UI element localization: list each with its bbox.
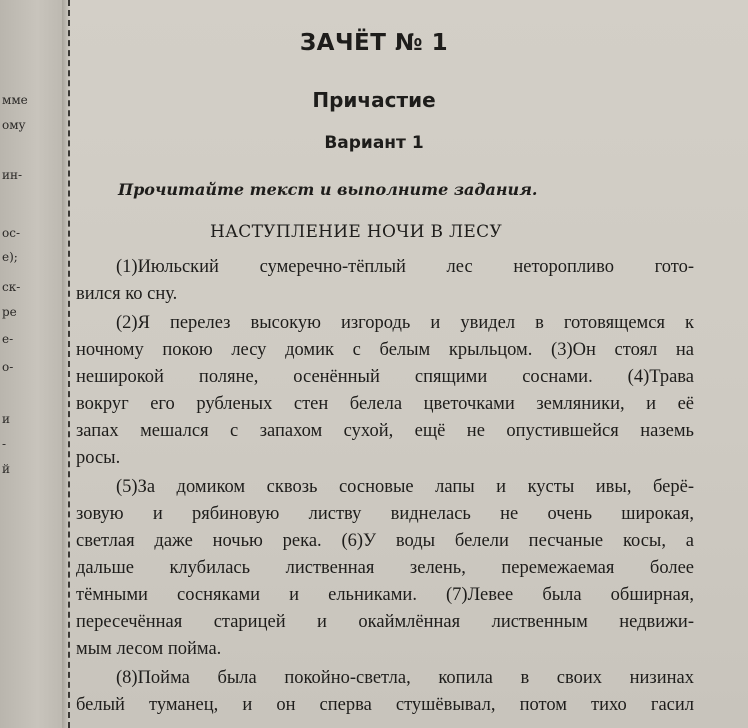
text-line: неширокой поляне, осенённый спящими соснами. (4)Трава — [76, 367, 694, 387]
left-page-fragment: ос- — [2, 226, 20, 240]
left-page-fragment: е- — [2, 332, 14, 346]
left-page-fragment: й — [2, 462, 10, 476]
text-line: вокруг его рубленых стен белела цветочками земляники, и её — [76, 394, 694, 414]
text-line: (1)Июльский сумеречно-тёплый лес неторопливо гото- — [116, 257, 694, 277]
task-instruction: Прочитайте текст и выполните задания. — [118, 180, 538, 199]
credit-heading: ЗАЧЁТ № 1 — [299, 30, 449, 56]
text-line: вился ко сну. — [76, 284, 178, 304]
text-line: запах мешался с запахом сухой, ещё не опустившейся наземь — [76, 421, 694, 441]
left-page-fragment: мме — [2, 93, 28, 107]
left-page-fragment: ин- — [2, 168, 23, 182]
topic-heading: Причастие — [312, 88, 436, 112]
text-line: тёмными сосняками и ельниками. (7)Левее была обширная, — [76, 585, 694, 605]
text-line: зовую и рябиновую листву виднелась не очень широкая, — [76, 504, 694, 524]
text-line: (8)Пойма была покойно-светла, копила в своих низинах — [116, 668, 694, 688]
text-title: НАСТУПЛЕНИЕ НОЧИ В ЛЕСУ — [210, 222, 503, 242]
text-line: ночному покою лесу домик с белым крыльцом. (3)Он стоял на — [76, 340, 694, 360]
left-page-fragment: и — [2, 412, 10, 426]
text-line: (5)За домиком сквозь сосновые лапы и кусты ивы, берё- — [116, 477, 694, 497]
text-line: росы. — [76, 448, 121, 468]
left-page-fragment: о- — [2, 360, 14, 374]
text-line: белый туманец, и он сперва стушёвывал, потом тихо гасил — [76, 695, 694, 715]
left-page-fragment: ск- — [2, 280, 21, 294]
variant-heading: Вариант 1 — [324, 133, 424, 153]
left-page-fragment: ому — [2, 118, 26, 132]
text-line: мым лесом пойма. — [76, 639, 222, 659]
left-page-fragment: - — [2, 437, 7, 451]
text-line: дальше клубилась лиственная зелень, перемежаемая более — [76, 558, 694, 578]
left-page-fragment: ре — [2, 305, 17, 319]
left-page-fragment: е); — [2, 250, 18, 264]
text-line: светлая даже ночью река. (6)У воды белели песчаные косы, а — [76, 531, 694, 551]
text-line: (2)Я перелез высокую изгородь и увидел в готовящемся к — [116, 313, 694, 333]
text-line: пересечённая старицей и окаймлённая лиственным недвижи- — [76, 612, 694, 632]
